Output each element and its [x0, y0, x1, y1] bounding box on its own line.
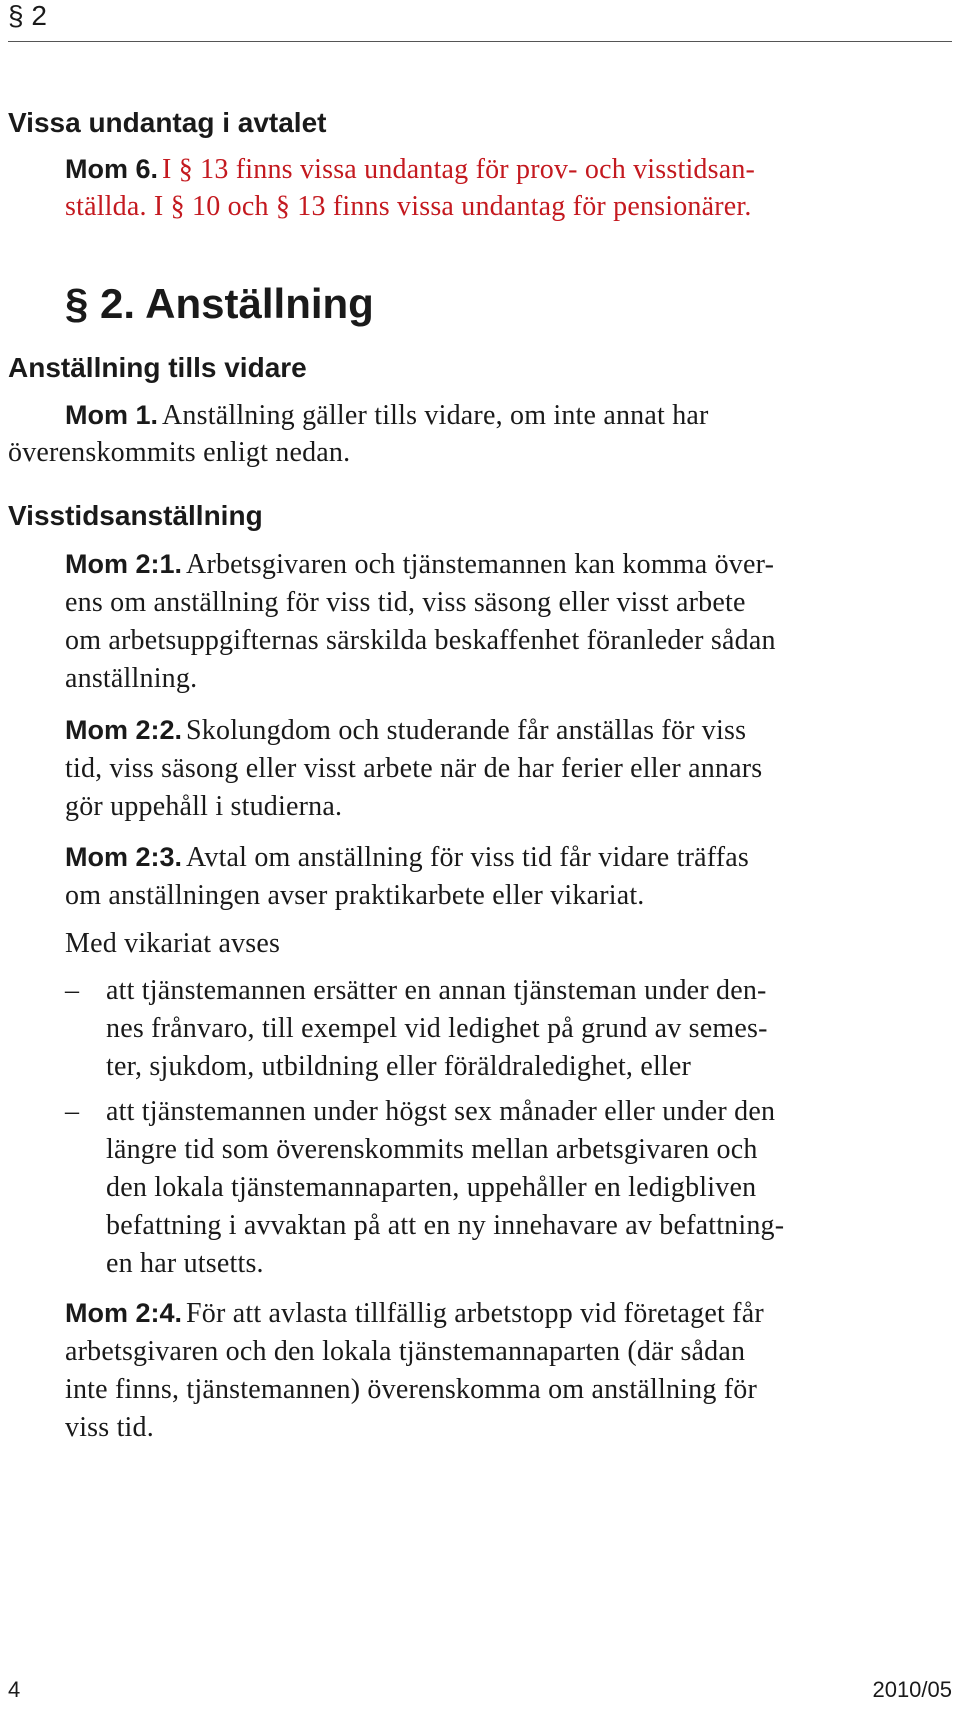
bullet-dash: –: [65, 1096, 80, 1127]
mom2-3-line1: Avtal om anställning för viss tid får vidare träffas: [186, 842, 750, 873]
bullet-dash: –: [65, 975, 80, 1006]
mom2-1-line1: Arbetsgivaren och tjänstemannen kan komma över-: [186, 549, 775, 580]
mom2-4-line4: viss tid.: [65, 1412, 154, 1443]
mom2-2-line1: Skolungdom och studerande får anställas för viss: [186, 715, 747, 746]
mom1-label: Mom 1.: [65, 400, 159, 430]
mom2-2-line3: gör uppehåll i studierna.: [65, 791, 343, 822]
footer-date: 2010/05: [872, 1677, 952, 1702]
bullet-line: den lokala tjänstemannaparten, uppehåller en ledigbliven: [106, 1172, 757, 1203]
mom6-label: Mom 6.: [65, 154, 159, 184]
mom2-4-line2: arbetsgivaren och den lokala tjänstemannaparten (där sådan: [65, 1336, 746, 1367]
heading-tills-vidare: Anställning tills vidare: [8, 352, 307, 383]
running-head: § 2: [8, 0, 47, 31]
bullet-line: att tjänstemannen ersätter en annan tjänsteman under den-: [106, 975, 767, 1006]
mom1-line2: överenskommits enligt nedan.: [8, 437, 351, 468]
mom6-line1: I § 13 finns vissa undantag för prov- och visstidsan-: [162, 154, 756, 185]
bullet-line: nes frånvaro, till exempel vid ledighet på grund av semes-: [106, 1013, 768, 1044]
mom2-4-line3: inte finns, tjänstemannen) överenskomma om anställning för: [65, 1374, 757, 1405]
mom2-3-label: Mom 2:3.: [65, 842, 183, 872]
mom2-4-line1: För att avlasta tillfällig arbetstopp vid företaget får: [186, 1298, 764, 1329]
mom2-3-line2: om anställningen avser praktikarbete eller vikariat.: [65, 880, 645, 911]
heading-visstid: Visstidsanställning: [8, 500, 263, 531]
mom2-2-label: Mom 2:2.: [65, 715, 183, 745]
mom2-2-line2: tid, viss säsong eller visst arbete när de har ferier eller annars: [65, 753, 763, 784]
mom2-1-line4: anställning.: [65, 663, 198, 694]
mom1-line1: Anställning gäller tills vidare, om inte annat har: [162, 400, 709, 431]
heading-vissa-undantag: Vissa undantag i avtalet: [8, 107, 327, 138]
vikariat-intro: Med vikariat avses: [65, 928, 281, 959]
bullet-line: längre tid som överenskommits mellan arbetsgivaren och: [106, 1134, 758, 1165]
bullet-line: en har utsetts.: [106, 1248, 264, 1279]
bullet-line: befattning i avvaktan på att en ny innehavare av befattning-: [106, 1210, 785, 1241]
header-rule: [8, 41, 952, 42]
mom2-1-line2: ens om anställning för viss tid, viss säsong eller visst arbete: [65, 587, 746, 618]
mom2-4-label: Mom 2:4.: [65, 1298, 183, 1328]
mom2-1-line3: om arbetsuppgifternas särskilda beskaffenhet föranleder sådan: [65, 625, 776, 656]
mom2-1-label: Mom 2:1.: [65, 549, 183, 579]
mom6-line2: ställda. I § 10 och § 13 finns vissa undantag för pensionärer.: [65, 191, 752, 222]
page-number: 4: [8, 1677, 21, 1702]
bullet-line: att tjänstemannen under högst sex månader eller under den: [106, 1096, 776, 1127]
section-title-anstallning: § 2. Anställning: [65, 280, 374, 327]
bullet-line: ter, sjukdom, utbildning eller föräldraledighet, eller: [106, 1051, 692, 1082]
